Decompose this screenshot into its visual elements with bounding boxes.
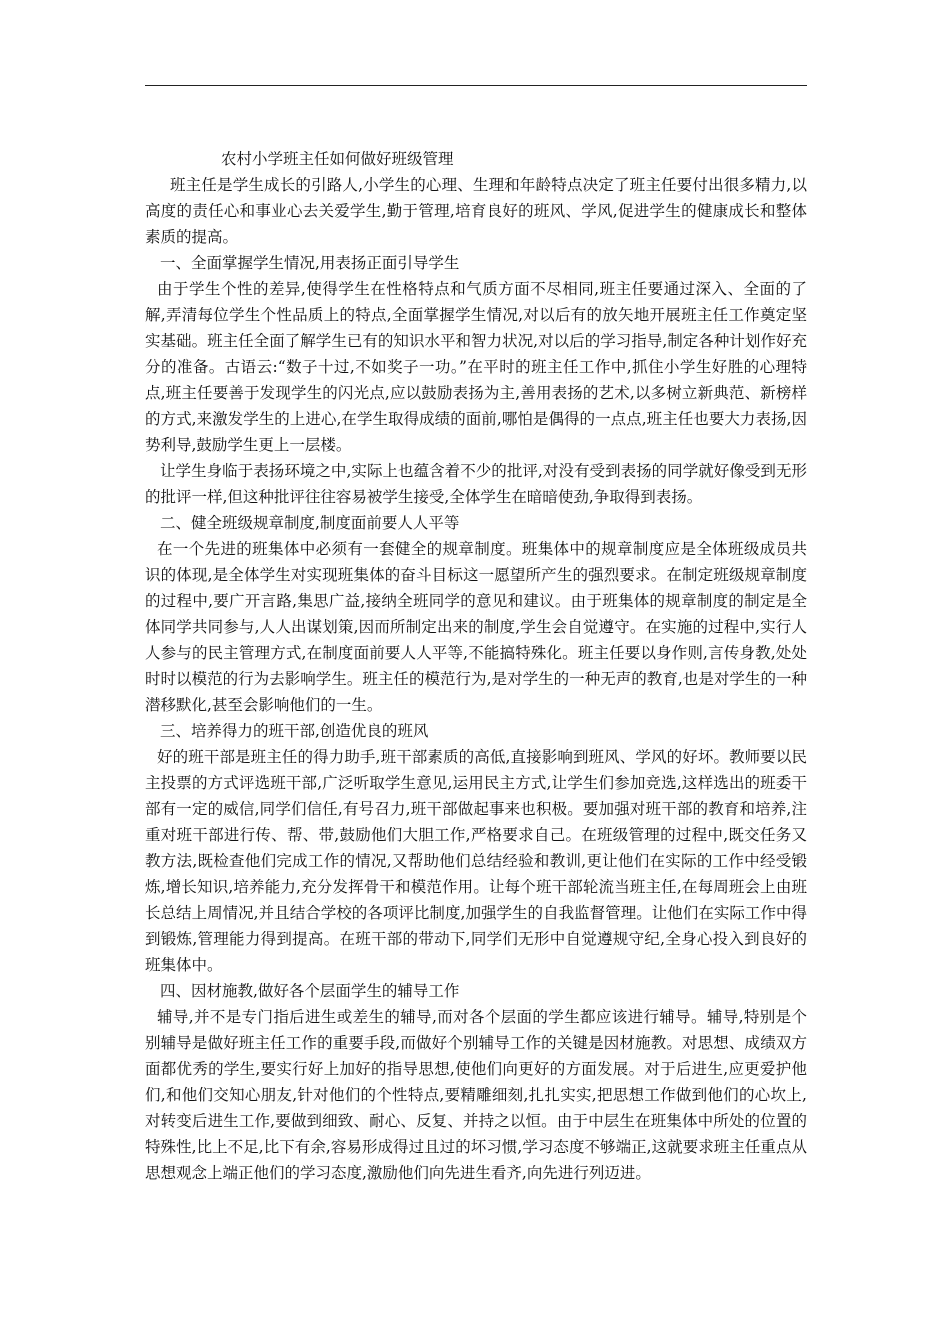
section-heading-2: 二、健全班级规章制度,制度面前要人人平等 <box>160 514 460 532</box>
section-heading-4: 四、因材施教,做好各个层面学生的辅导工作 <box>160 982 460 1000</box>
section-1-paragraph-2: 让学生身临于表扬环境之中,实际上也蕴含着不少的批评,对没有受到表扬的同学就好像受到无形的批评一样,但这种批评往往容易被学生接受,全体学生在暗暗使劲,争取得到表扬。 <box>145 462 807 506</box>
intro-paragraph: 班主任是学生成长的引路人,小学生的心理、生理和年龄特点决定了班主任要付出很多精力,以高度的责任心和事业心去关爱学生,勤于管理,培育良好的班风、学风,促进学生的健康成长和整体素质的提高。 <box>145 176 807 246</box>
section-heading-3: 三、培养得力的班干部,创造优良的班风 <box>160 722 429 740</box>
header-rule <box>145 85 807 86</box>
document-title: 农村小学班主任如何做好班级管理 <box>221 150 454 168</box>
section-2-paragraph-1: 在一个先进的班集体中必须有一套健全的规章制度。班集体中的规章制度应是全体班级成员共识的体现,是全体学生对实现班集体的奋斗目标这一愿望所产生的强烈要求。在制定班级规章制度的过程中,要广开言路,集思广益,接纳全班同学的意见和建议。由于班集体的规章制度的制定是全体同学共同参与,人人出谋划策,因而所制定出来的制度,学生会自觉遵守。在实施的过程中,实行人人参与的民主管理方式,在制度面前要人人平等,不能搞特殊化。班主任要以身作则,言传身教,处处时时以模范的行为去影响学生。班主任的模范行为,是对学生的一种无声的教育,也是对学生的一种潜移默化,甚至会影响他们的一生。 <box>145 540 807 714</box>
document-body <box>145 146 807 1186</box>
section-4-paragraph-1: 辅导,并不是专门指后进生或差生的辅导,而对各个层面的学生都应该进行辅导。辅导,特别是个别辅导是做好班主任工作的重要手段,而做好个别辅导工作的关键是因材施教。对思想、成绩双方面都优秀的学生,要实行好上加好的指导思想,使他们向更好的方面发展。对于后进生,应更爱护他们,和他们交知心朋友,针对他们的个性特点,要精雕细刻,扎扎实实,把思想工作做到他们的心坎上,对转变后进生工作,要做到细致、耐心、反复、并持之以恒。由于中层生在班集体中所处的位置的特殊性,比上不足,比下有余,容易形成得过且过的坏习惯,学习态度不够端正,这就要求班主任重点从思想观念上端正他们的学习态度,激励他们向先进生看齐,向先进行列迈进。 <box>145 1008 807 1182</box>
section-3-paragraph-1: 好的班干部是班主任的得力助手,班干部素质的高低,直接影响到班风、学风的好坏。教师要以民主投票的方式评选班干部,广泛听取学生意见,运用民主方式,让学生们参加竞选,这样选出的班委干部有一定的威信,同学们信任,有号召力,班干部做起事来也积极。要加强对班干部的教育和培养,注重对班干部进行传、帮、带,鼓励他们大胆工作,严格要求自己。在班级管理的过程中,既交任务又教方法,既检查他们完成工作的情况,又帮助他们总结经验和教训,更让他们在实际的工作中经受锻炼,增长知识,培养能力,充分发挥骨干和模范作用。让每个班干部轮流当班主任,在每周班会上由班长总结上周情况,并且结合学校的各项评比制度,加强学生的自我监督管理。让他们在实际工作中得到锻炼,管理能力得到提高。在班干部的带动下,同学们无形中自觉遵规守纪,全身心投入到良好的班集体中。 <box>145 748 807 974</box>
section-heading-1: 一、全面掌握学生情况,用表扬正面引导学生 <box>160 254 460 272</box>
section-1-paragraph-1: 由于学生个性的差异,使得学生在性格特点和气质方面不尽相同,班主任要通过深入、全面的了解,弄清每位学生个性品质上的特点,全面掌握学生情况,对以后有的放矢地开展班主任工作奠定坚实基础。班主任全面了解学生已有的知识水平和智力状况,对以后的学习指导,制定各种计划作好充分的准备。古语云:“数子十过,不如奖子一功。”在平时的班主任工作中,抓住小学生好胜的心理特点,班主任要善于发现学生的闪光点,应以鼓励表扬为主,善用表扬的艺术,以多树立新典范、新榜样的方式,来激发学生的上进心,在学生取得成绩的面前,哪怕是偶得的一点点,班主任也要大力表扬,因势利导,鼓励学生更上一层楼。 <box>145 280 807 454</box>
